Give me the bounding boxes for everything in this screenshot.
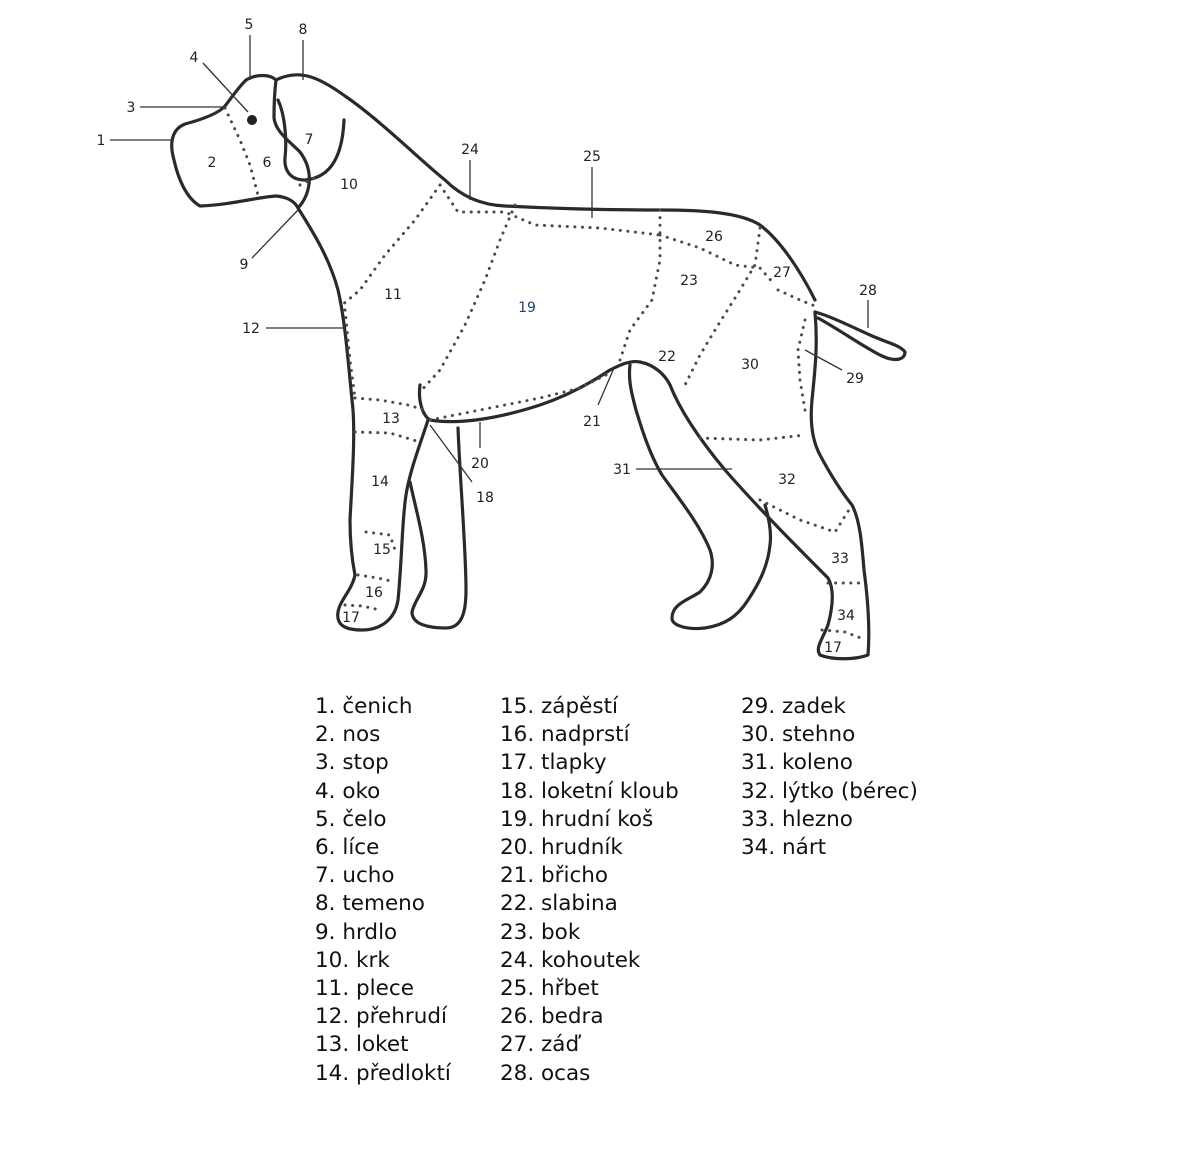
- legend-item: 34. nárt: [741, 835, 827, 861]
- part-label-15: 15: [373, 542, 391, 558]
- part-label-29: 29: [846, 371, 864, 387]
- part-label-11: 11: [384, 287, 402, 303]
- legend-item: 11. plece: [315, 976, 414, 1002]
- legend-column-3: [741, 693, 918, 862]
- part-label-23: 23: [680, 273, 698, 289]
- legend-item: 16. nadprstí: [500, 722, 630, 748]
- part-label-18: 18: [476, 490, 494, 506]
- part-label-2: 2: [207, 155, 217, 171]
- legend-item: 27. záď: [500, 1032, 580, 1058]
- legend-item: 19. hrudní koš: [500, 806, 654, 832]
- legend-item: 26. bedra: [500, 1004, 604, 1030]
- legend-item: 9. hrdlo: [315, 919, 398, 945]
- legend-item: 24. kohoutek: [500, 947, 641, 973]
- legend-item: 30. stehno: [741, 722, 856, 748]
- part-label-17-hind: 17: [824, 640, 842, 656]
- legend-item: 12. přehrudí: [315, 1004, 447, 1030]
- part-label-20: 20: [471, 456, 489, 472]
- leader-lines: [110, 35, 868, 482]
- legend-item: 1. čenich: [315, 694, 413, 719]
- part-label-13: 13: [382, 411, 400, 427]
- legend-item: 25. hřbet: [500, 976, 599, 1002]
- region-dotted-borders: [225, 108, 866, 640]
- part-label-25: 25: [583, 149, 601, 165]
- legend-item: 33. hlezno: [741, 806, 853, 832]
- legend-item: 10. krk: [315, 947, 390, 973]
- part-label-9: 9: [239, 257, 249, 273]
- part-label-32: 32: [778, 472, 796, 488]
- part-label-16: 16: [365, 585, 383, 601]
- legend-item: 23. bok: [500, 919, 581, 945]
- legend-item: 2. nos: [315, 722, 381, 748]
- part-label-14: 14: [371, 474, 389, 490]
- legend-item: 20. hrudník: [500, 835, 623, 861]
- legend-item: 14. předloktí: [315, 1060, 451, 1086]
- part-label-12: 12: [242, 321, 260, 337]
- legend-item: 7. ucho: [315, 863, 395, 889]
- eye-mark: [247, 115, 257, 125]
- legend-item: 17. tlapky: [500, 750, 607, 776]
- dog-outline: [172, 75, 905, 659]
- legend-item: 22. slabina: [500, 891, 618, 917]
- legend-item: 28. ocas: [500, 1060, 591, 1086]
- part-label-19: 19: [518, 300, 536, 316]
- part-label-10: 10: [340, 177, 358, 193]
- part-label-28: 28: [859, 283, 877, 299]
- part-label-31: 31: [613, 462, 631, 478]
- legend-column-1: [315, 693, 451, 1088]
- part-label-26: 26: [705, 229, 723, 245]
- part-label-22: 22: [658, 349, 676, 365]
- part-label-34: 34: [837, 608, 855, 624]
- part-label-1: 1: [96, 133, 106, 149]
- legend-item: 21. břicho: [500, 863, 609, 889]
- part-label-17-front: 17: [342, 610, 360, 626]
- legend-item: 31. koleno: [741, 750, 853, 776]
- legend-item: 13. loket: [315, 1032, 409, 1058]
- legend-item: 29. zadek: [741, 694, 846, 719]
- legend-item: 6. líce: [315, 835, 380, 861]
- part-label-27: 27: [773, 265, 791, 281]
- part-label-7: 7: [304, 132, 314, 148]
- part-label-3: 3: [126, 100, 136, 116]
- part-label-5: 5: [244, 17, 254, 33]
- legend-item: 5. čelo: [315, 806, 387, 832]
- part-label-21: 21: [583, 414, 601, 430]
- part-label-30: 30: [741, 357, 759, 373]
- part-label-24: 24: [461, 142, 479, 158]
- legend-item: 4. oko: [315, 778, 381, 804]
- part-label-33: 33: [831, 551, 849, 567]
- legend-item: 8. temeno: [315, 891, 425, 917]
- part-label-6: 6: [262, 155, 272, 171]
- legend-column-2: [500, 693, 679, 1088]
- part-label-8: 8: [298, 22, 308, 38]
- legend-item: 15. zápěstí: [500, 694, 618, 719]
- legend-item: 32. lýtko (bérec): [741, 778, 918, 804]
- legend-item: 18. loketní kloub: [500, 778, 679, 804]
- legend-item: 3. stop: [315, 750, 389, 776]
- part-label-4: 4: [189, 50, 199, 66]
